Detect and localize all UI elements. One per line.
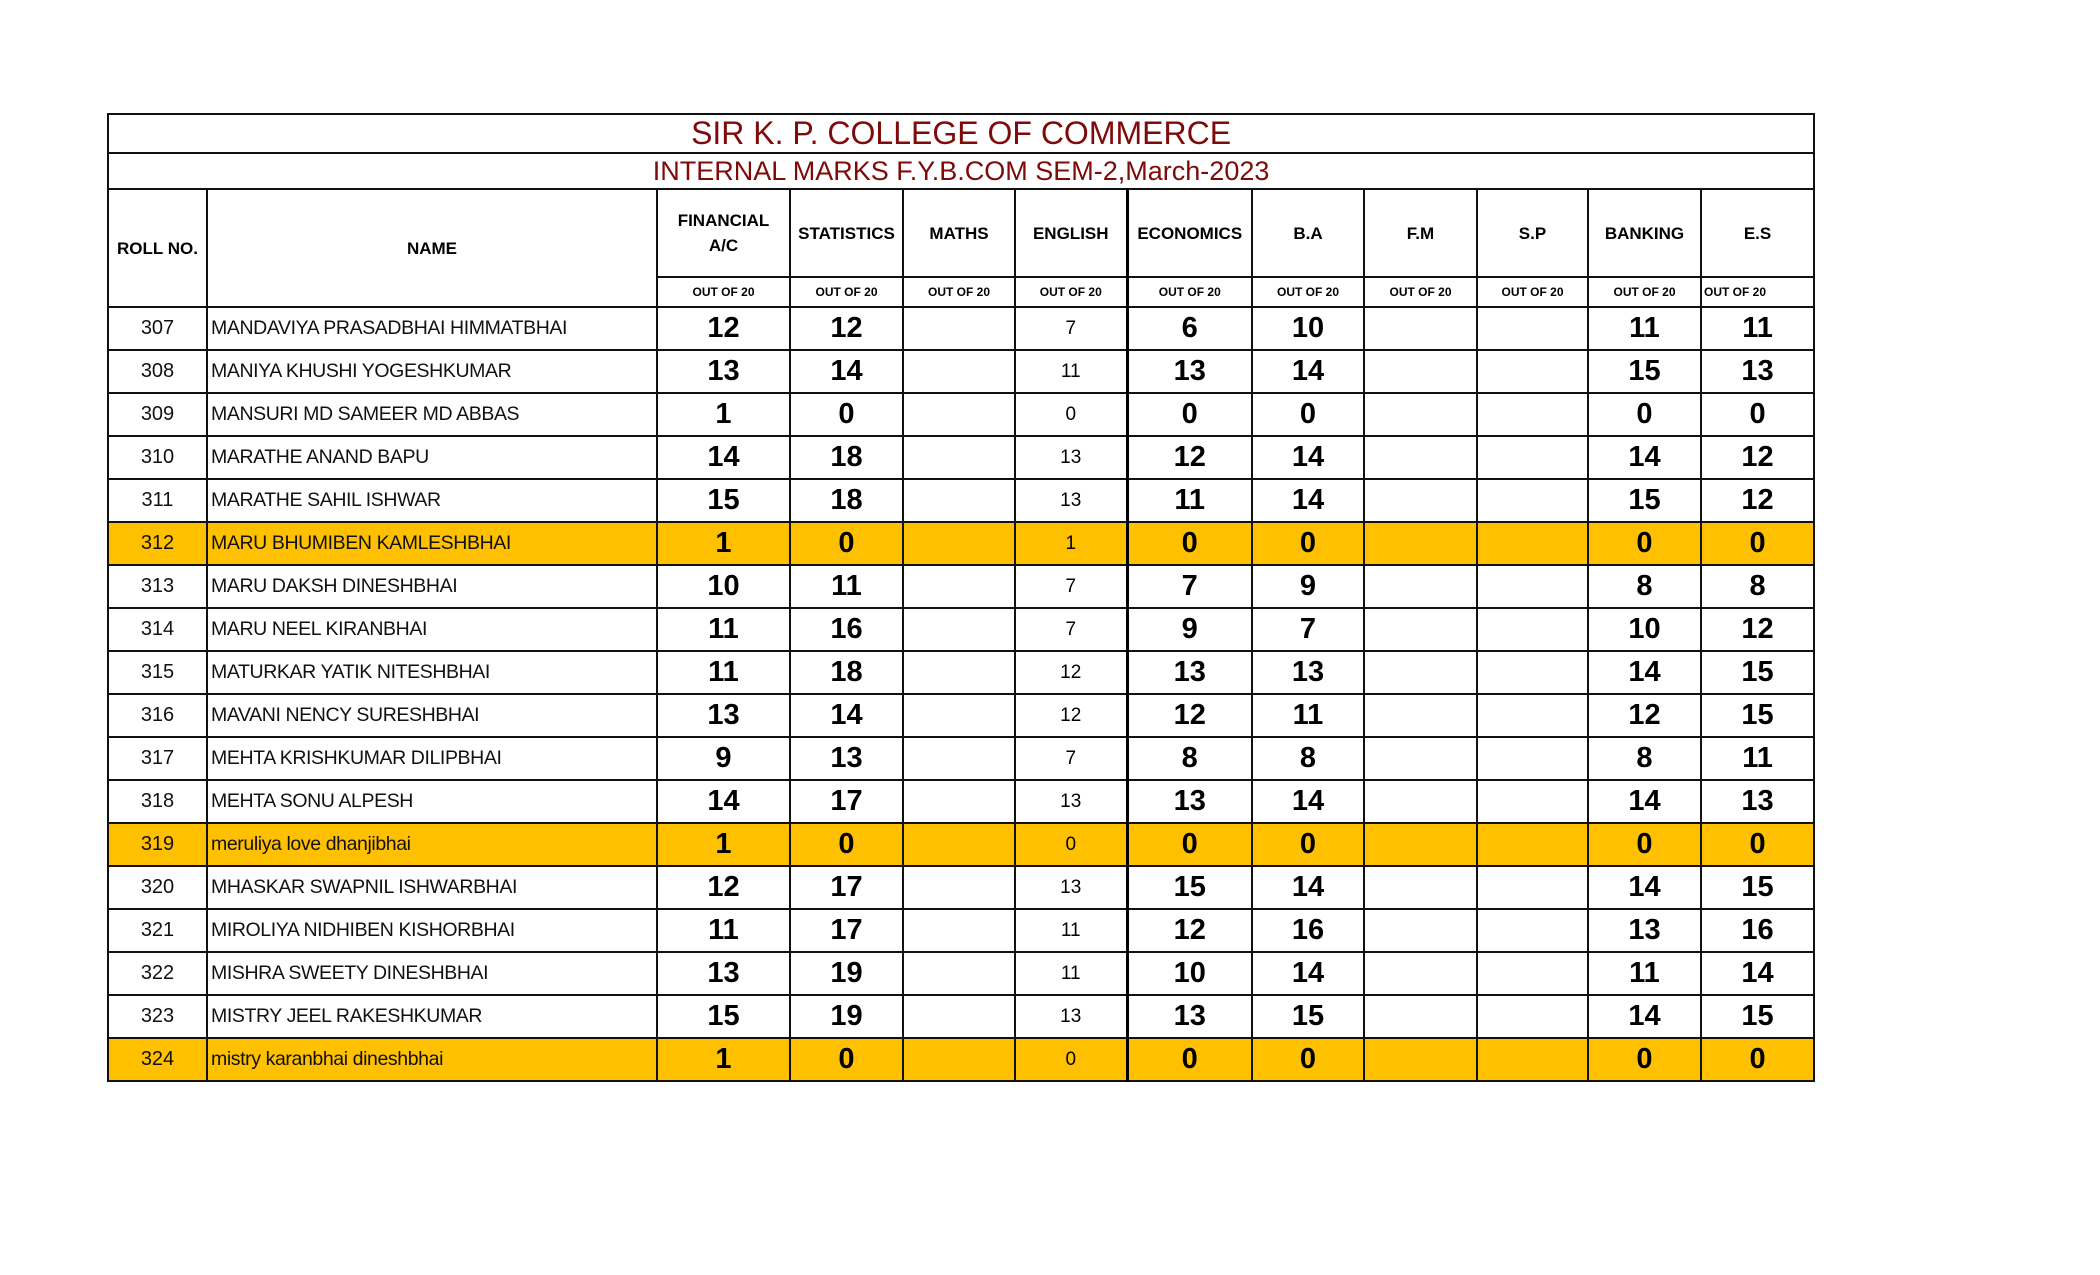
roll-number: 320 (108, 866, 207, 909)
student-name: MISTRY JEEL RAKESHKUMAR (207, 995, 657, 1038)
mark-cell: 11 (1701, 307, 1814, 350)
mark-cell: 0 (1127, 1038, 1252, 1081)
mark-cell: 14 (1252, 866, 1364, 909)
mark-cell: 13 (1015, 780, 1127, 823)
student-row (108, 737, 1814, 780)
subject-label: STATISTICS (798, 223, 895, 243)
mark-cell: 12 (1701, 436, 1814, 479)
subject-label: MATHS (929, 223, 989, 243)
student-row (108, 952, 1814, 995)
roll-number: 324 (108, 1038, 207, 1081)
max-marks-label: OUT OF 20 (1477, 277, 1588, 307)
roll-number: 321 (108, 909, 207, 952)
mark-cell (1477, 866, 1588, 909)
mark-cell: 15 (1127, 866, 1252, 909)
mark-cell (1477, 608, 1588, 651)
mark-cell: 8 (1588, 565, 1701, 608)
student-name: MARATHE SAHIL ISHWAR (207, 479, 657, 522)
roll-number: 313 (108, 565, 207, 608)
mark-cell: 0 (1252, 393, 1364, 436)
mark-cell (1364, 307, 1477, 350)
mark-cell: 12 (1015, 694, 1127, 737)
student-row (108, 651, 1814, 694)
student-name: MANDAVIYA PRASADBHAI HIMMATBHAI (207, 307, 657, 350)
mark-cell: 12 (1701, 479, 1814, 522)
mark-cell: 11 (1015, 952, 1127, 995)
roll-number: 315 (108, 651, 207, 694)
student-name: MANIYA KHUSHI YOGESHKUMAR (207, 350, 657, 393)
mark-cell (1477, 694, 1588, 737)
mark-cell: 12 (1127, 694, 1252, 737)
roll-number: 312 (108, 522, 207, 565)
mark-cell: 13 (657, 952, 790, 995)
mark-cell (1477, 995, 1588, 1038)
mark-cell: 13 (1127, 651, 1252, 694)
mark-cell: 7 (1127, 565, 1252, 608)
college-title: SIR K. P. COLLEGE OF COMMERCE (108, 114, 1814, 153)
roll-number: 317 (108, 737, 207, 780)
student-row (108, 608, 1814, 651)
column-header-subject (1252, 189, 1364, 277)
mark-cell: 0 (1701, 1038, 1814, 1081)
max-marks-label: OUT OF 20 (1252, 277, 1364, 307)
mark-cell (903, 952, 1015, 995)
mark-cell (1477, 350, 1588, 393)
subject-label: BANKING (1604, 223, 1685, 243)
mark-cell: 15 (657, 995, 790, 1038)
mark-cell: 12 (1127, 436, 1252, 479)
mark-cell: 14 (790, 694, 903, 737)
column-header-roll: ROLL NO. (108, 189, 207, 307)
mark-cell: 0 (1015, 823, 1127, 866)
mark-cell: 0 (1701, 823, 1814, 866)
student-row-highlighted (108, 522, 1814, 565)
mark-cell (903, 307, 1015, 350)
mark-cell: 15 (1701, 651, 1814, 694)
mark-cell: 13 (1701, 350, 1814, 393)
mark-cell: 0 (1127, 393, 1252, 436)
mark-cell: 7 (1015, 565, 1127, 608)
mark-cell: 10 (657, 565, 790, 608)
mark-cell: 11 (657, 909, 790, 952)
mark-cell: 7 (1015, 307, 1127, 350)
mark-cell: 14 (657, 436, 790, 479)
mark-cell: 0 (1588, 823, 1701, 866)
marks-sheet (107, 113, 1813, 1082)
mark-cell: 13 (1127, 995, 1252, 1038)
column-header-subject (657, 189, 790, 277)
mark-cell: 0 (1252, 522, 1364, 565)
mark-cell: 8 (1252, 737, 1364, 780)
mark-cell: 15 (1701, 866, 1814, 909)
max-marks-label: OUT OF 20 (1588, 277, 1701, 307)
max-marks-label: OUT OF 20 (657, 277, 790, 307)
mark-cell: 7 (1252, 608, 1364, 651)
mark-cell: 19 (790, 952, 903, 995)
subject-label: E.S (1743, 223, 1772, 243)
subject-label: F.M (1406, 223, 1435, 243)
mark-cell: 0 (790, 393, 903, 436)
sheet-subtitle: INTERNAL MARKS F.Y.B.COM SEM-2,March-2023 (108, 153, 1814, 189)
mark-cell: 16 (1701, 909, 1814, 952)
column-header-subject (1477, 189, 1588, 277)
mark-cell (1364, 995, 1477, 1038)
mark-cell (1477, 393, 1588, 436)
mark-cell: 15 (1588, 479, 1701, 522)
mark-cell: 18 (790, 651, 903, 694)
subject-label: S.P (1518, 223, 1547, 243)
mark-cell (903, 780, 1015, 823)
student-row (108, 995, 1814, 1038)
mark-cell: 13 (1701, 780, 1814, 823)
mark-cell (1364, 1038, 1477, 1081)
max-marks-label: OUT OF 20 (903, 277, 1015, 307)
roll-number: 319 (108, 823, 207, 866)
mark-cell: 12 (790, 307, 903, 350)
mark-cell: 13 (1588, 909, 1701, 952)
mark-cell: 17 (790, 780, 903, 823)
mark-cell: 17 (790, 909, 903, 952)
roll-number: 314 (108, 608, 207, 651)
mark-cell: 0 (1252, 1038, 1364, 1081)
mark-cell (1364, 737, 1477, 780)
mark-cell (1364, 436, 1477, 479)
student-row (108, 694, 1814, 737)
mark-cell: 7 (1015, 608, 1127, 651)
mark-cell: 15 (1701, 995, 1814, 1038)
mark-cell: 15 (1588, 350, 1701, 393)
student-name: MARU BHUMIBEN KAMLESHBHAI (207, 522, 657, 565)
subject-label-line2: A/C (708, 236, 739, 255)
student-row (108, 866, 1814, 909)
mark-cell (903, 350, 1015, 393)
mark-cell (903, 522, 1015, 565)
mark-cell: 1 (657, 823, 790, 866)
mark-cell (903, 565, 1015, 608)
mark-cell (1364, 565, 1477, 608)
mark-cell (1477, 479, 1588, 522)
mark-cell: 16 (790, 608, 903, 651)
mark-cell: 14 (1252, 436, 1364, 479)
mark-cell: 11 (1015, 350, 1127, 393)
mark-cell (1364, 522, 1477, 565)
mark-cell: 13 (1015, 866, 1127, 909)
mark-cell (1364, 694, 1477, 737)
mark-cell: 0 (1588, 393, 1701, 436)
subject-label: ENGLISH (1032, 223, 1109, 243)
mark-cell (903, 436, 1015, 479)
mark-cell: 11 (1588, 307, 1701, 350)
roll-number: 311 (108, 479, 207, 522)
student-name: MARU DAKSH DINESHBHAI (207, 565, 657, 608)
mark-cell (1477, 307, 1588, 350)
max-marks-label: OUT OF 20 (790, 277, 903, 307)
mark-cell: 0 (1127, 823, 1252, 866)
column-header-subject (903, 189, 1015, 277)
mark-cell: 7 (1015, 737, 1127, 780)
mark-cell: 12 (657, 866, 790, 909)
mark-cell: 13 (657, 350, 790, 393)
student-row (108, 780, 1814, 823)
mark-cell (1364, 866, 1477, 909)
mark-cell: 14 (1588, 866, 1701, 909)
mark-cell: 1 (1015, 522, 1127, 565)
mark-cell (1364, 393, 1477, 436)
mark-cell (903, 393, 1015, 436)
mark-cell (903, 651, 1015, 694)
mark-cell (1364, 909, 1477, 952)
mark-cell: 13 (1015, 479, 1127, 522)
mark-cell: 1 (657, 522, 790, 565)
mark-cell: 0 (1701, 393, 1814, 436)
mark-cell: 12 (1588, 694, 1701, 737)
student-row (108, 350, 1814, 393)
mark-cell: 0 (790, 823, 903, 866)
mark-cell: 12 (657, 307, 790, 350)
column-header-name: NAME (207, 189, 657, 307)
student-name: MISHRA SWEETY DINESHBHAI (207, 952, 657, 995)
mark-cell (903, 866, 1015, 909)
student-row-highlighted (108, 823, 1814, 866)
mark-cell: 14 (1588, 651, 1701, 694)
mark-cell (903, 909, 1015, 952)
mark-cell: 16 (1252, 909, 1364, 952)
mark-cell: 0 (790, 1038, 903, 1081)
mark-cell (1477, 780, 1588, 823)
mark-cell: 0 (1588, 522, 1701, 565)
roll-number: 322 (108, 952, 207, 995)
student-row (108, 479, 1814, 522)
mark-cell: 11 (657, 608, 790, 651)
student-name: mistry karanbhai dineshbhai (207, 1038, 657, 1081)
mark-cell: 11 (1252, 694, 1364, 737)
subject-label: ECONOMICS (1137, 223, 1243, 243)
mark-cell (903, 1038, 1015, 1081)
mark-cell: 15 (1252, 995, 1364, 1038)
mark-cell (1364, 350, 1477, 393)
mark-cell: 14 (1588, 995, 1701, 1038)
mark-cell: 10 (1127, 952, 1252, 995)
mark-cell: 10 (1252, 307, 1364, 350)
mark-cell: 9 (1127, 608, 1252, 651)
subject-label: B.A (1293, 223, 1323, 243)
marks-table (107, 113, 1815, 1082)
mark-cell: 0 (1015, 1038, 1127, 1081)
student-name: MATURKAR YATIK NITESHBHAI (207, 651, 657, 694)
mark-cell: 8 (1588, 737, 1701, 780)
mark-cell: 11 (1127, 479, 1252, 522)
mark-cell: 14 (1588, 780, 1701, 823)
mark-cell (903, 995, 1015, 1038)
mark-cell (903, 608, 1015, 651)
column-header-subject (1127, 189, 1252, 277)
mark-cell: 0 (1588, 1038, 1701, 1081)
mark-cell: 1 (657, 1038, 790, 1081)
mark-cell (1477, 1038, 1588, 1081)
mark-cell (1477, 823, 1588, 866)
mark-cell: 8 (1127, 737, 1252, 780)
mark-cell: 14 (1252, 780, 1364, 823)
mark-cell: 14 (657, 780, 790, 823)
mark-cell (1364, 952, 1477, 995)
roll-number: 323 (108, 995, 207, 1038)
mark-cell: 11 (790, 565, 903, 608)
mark-cell (1477, 522, 1588, 565)
column-header-subject (1015, 189, 1127, 277)
mark-cell: 14 (1588, 436, 1701, 479)
student-name: meruliya love dhanjibhai (207, 823, 657, 866)
mark-cell (1477, 651, 1588, 694)
mark-cell (1477, 436, 1588, 479)
mark-cell: 14 (1252, 350, 1364, 393)
mark-cell (1477, 909, 1588, 952)
student-row (108, 307, 1814, 350)
student-name: MEHTA KRISHKUMAR DILIPBHAI (207, 737, 657, 780)
mark-cell: 13 (1127, 780, 1252, 823)
mark-cell: 9 (657, 737, 790, 780)
mark-cell: 12 (1015, 651, 1127, 694)
mark-cell (1477, 565, 1588, 608)
student-row (108, 393, 1814, 436)
mark-cell: 13 (1252, 651, 1364, 694)
mark-cell: 13 (1127, 350, 1252, 393)
student-name: MIROLIYA NIDHIBEN KISHORBHAI (207, 909, 657, 952)
mark-cell (1364, 651, 1477, 694)
mark-cell: 6 (1127, 307, 1252, 350)
roll-number: 316 (108, 694, 207, 737)
student-row (108, 565, 1814, 608)
roll-number: 318 (108, 780, 207, 823)
mark-cell: 11 (1015, 909, 1127, 952)
student-name: MEHTA SONU ALPESH (207, 780, 657, 823)
mark-cell: 12 (1701, 608, 1814, 651)
subject-label: FINANCIAL (677, 211, 770, 230)
mark-cell: 0 (1015, 393, 1127, 436)
mark-cell: 13 (1015, 995, 1127, 1038)
mark-cell: 0 (1701, 522, 1814, 565)
mark-cell: 17 (790, 866, 903, 909)
mark-cell: 14 (1252, 479, 1364, 522)
mark-cell: 11 (1588, 952, 1701, 995)
mark-cell (1477, 952, 1588, 995)
mark-cell (1364, 780, 1477, 823)
mark-cell: 14 (1701, 952, 1814, 995)
mark-cell (903, 823, 1015, 866)
column-header-subject (1701, 189, 1814, 277)
max-marks-label: OUT OF 20 (1364, 277, 1477, 307)
mark-cell (1364, 823, 1477, 866)
mark-cell (903, 737, 1015, 780)
student-row-highlighted (108, 1038, 1814, 1081)
mark-cell (1364, 479, 1477, 522)
mark-cell: 10 (1588, 608, 1701, 651)
roll-number: 309 (108, 393, 207, 436)
mark-cell: 18 (790, 479, 903, 522)
mark-cell (903, 694, 1015, 737)
max-marks-label: OUT OF 20 (1701, 277, 1814, 307)
roll-number: 307 (108, 307, 207, 350)
student-name: MHASKAR SWAPNIL ISHWARBHAI (207, 866, 657, 909)
mark-cell: 13 (657, 694, 790, 737)
mark-cell: 8 (1701, 565, 1814, 608)
mark-cell: 1 (657, 393, 790, 436)
student-name: MARATHE ANAND BAPU (207, 436, 657, 479)
mark-cell (1477, 737, 1588, 780)
roll-number: 308 (108, 350, 207, 393)
student-name: MANSURI MD SAMEER MD ABBAS (207, 393, 657, 436)
mark-cell: 14 (1252, 952, 1364, 995)
mark-cell: 19 (790, 995, 903, 1038)
mark-cell: 0 (790, 522, 903, 565)
max-marks-label: OUT OF 20 (1015, 277, 1127, 307)
column-header-subject (790, 189, 903, 277)
student-name: MARU NEEL KIRANBHAI (207, 608, 657, 651)
column-header-subject (1364, 189, 1477, 277)
mark-cell: 13 (1015, 436, 1127, 479)
mark-cell: 11 (657, 651, 790, 694)
column-header-subject (1588, 189, 1701, 277)
student-name: MAVANI NENCY SURESHBHAI (207, 694, 657, 737)
mark-cell: 15 (657, 479, 790, 522)
mark-cell: 15 (1701, 694, 1814, 737)
mark-cell (903, 479, 1015, 522)
mark-cell (1364, 608, 1477, 651)
roll-number: 310 (108, 436, 207, 479)
mark-cell: 0 (1127, 522, 1252, 565)
student-row (108, 909, 1814, 952)
mark-cell: 9 (1252, 565, 1364, 608)
max-marks-label: OUT OF 20 (1127, 277, 1252, 307)
student-row (108, 436, 1814, 479)
mark-cell: 14 (790, 350, 903, 393)
mark-cell: 11 (1701, 737, 1814, 780)
mark-cell: 18 (790, 436, 903, 479)
mark-cell: 13 (790, 737, 903, 780)
mark-cell: 12 (1127, 909, 1252, 952)
mark-cell: 0 (1252, 823, 1364, 866)
